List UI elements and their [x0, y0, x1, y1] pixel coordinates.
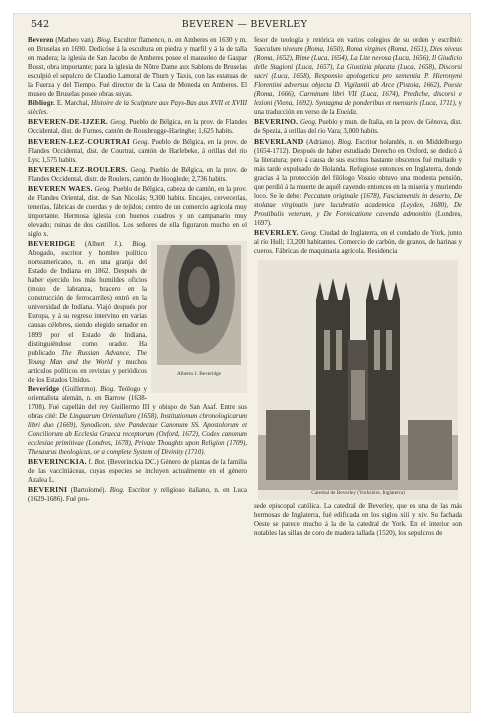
entry-beveridge-guillermo	[28, 385, 247, 457]
entry-label: Geog.	[298, 119, 317, 127]
entry-text: Pueblo de Bélgica, en la prov. de Flandes Occidental, dist. de Furnes, cantón de Rousbrugge-Haringhe; 1,625 habits.	[28, 119, 247, 136]
entry-title: Histoire de la Sculpture aux Pays-Bas aux XVII et XVIII siècles.	[28, 100, 247, 117]
entry-label: Biog.	[109, 487, 125, 495]
portrait-figure	[151, 241, 247, 393]
entry-headword: BEVEREN-DE-IJZER.	[28, 117, 108, 127]
entry-text: sede episcopal católica. La catedral de Beverley, que es una de las más hermosas de Inglaterra, fué edificada en los siglos xiii y xiv. Su fachada Oeste se parece mucho á la de la catedral de York. En el interior son notables las sillas de coro de madera tallada (1520), los sepulcros de	[254, 503, 462, 538]
entry-headword: Bibliogr.	[28, 100, 56, 108]
entry-text: (Adriano).	[303, 138, 338, 146]
entry-beverinckia	[28, 457, 247, 485]
entry-beveren-lez-roulers	[28, 165, 247, 184]
entry-text: .	[355, 109, 358, 117]
entry-beveren-lez-courtrai	[28, 137, 247, 165]
entry-beverley	[254, 228, 462, 256]
left-column	[28, 36, 247, 706]
entry-label: Geog.	[298, 229, 318, 237]
entry-text: Pueblo y mun. de Italia, en la prov. de Génova, dist. de Spezia, á orillas del río Vara; 3,000 habits.	[254, 119, 462, 136]
entry-beverley-continued	[254, 502, 462, 538]
entry-title: Peccatum originale (1678), Fasciamentis in deserto, De stolatae virginatis jure lucubratio academica (Leyden, 1680), De Prostibulis veterum, y De Fornicatione cavenda admonitio	[254, 192, 462, 218]
entry-text: (Londres, 1697).	[254, 210, 462, 227]
entry-text: (Bartolomé).	[67, 487, 110, 495]
entry-beveren-de-ijzer	[28, 117, 247, 136]
portrait-caption: Alberto J. Beveridge	[177, 371, 221, 378]
entry-text: y muchos artículos políticos en revistas y periódicos de los Estados Unidos.	[28, 358, 147, 384]
entry-title: The Russian Advance	[61, 349, 129, 357]
entry-text: , y una traducción en verso de la	[254, 100, 462, 117]
entry-headword: BEVERIDGE	[28, 239, 76, 249]
entry-label: Geog.	[107, 119, 127, 127]
entry-headword: BEVERINCKIA.	[28, 457, 87, 467]
entry-headword: Beveridge	[28, 385, 60, 393]
entry-title: The Young Man and the World	[28, 349, 147, 366]
entry-text: (Albert J.).	[75, 241, 133, 249]
entry-label: Geog.	[127, 166, 148, 174]
entry-text: f.	[86, 459, 95, 467]
page-header	[31, 19, 458, 33]
running-head: BEVEREN — BEVERLEY	[181, 19, 308, 30]
cathedral-illustration	[258, 260, 458, 500]
entry-label: Biog.	[132, 241, 147, 249]
cathedral-caption: Catedral de Beverley (Yorkshire, Inglaterra)	[311, 490, 405, 497]
entry-bibliography	[28, 99, 247, 117]
entry-text: (Beverinckia DC.) Género de plantas de la familia de las vaccíniáceas, cuyas especies se incluyen actualmente en el género Azalea L.	[28, 459, 247, 485]
right-column	[254, 36, 462, 706]
entry-text: Escritor y religioso italiano, n. en Luca (1629-1686). Fué pro-	[28, 487, 247, 504]
entry-headword: BEVERLAND	[254, 136, 304, 146]
entry-text: Escritor holandés, n. en Middelburgo (1654-1712). Después de haber estudiado Derecho en Oxford, se dedicó á la literatura; pero á causa de sus escritos bastante obscenos fué multado y más tarde expulsado de Holanda. Refugiose entonces en Inglaterra, donde gracias á la protección del filólogo Vossio obtuvo una modesta pensión, que perdió á la muerte de aquél cayendo entonces en la miseria y muriendo loco. Se le debe:	[254, 138, 462, 200]
entry-text: (Matheo van).	[53, 37, 97, 44]
entry-headword: BEVERINI	[28, 485, 68, 495]
entry-headword: BEVERINO.	[254, 117, 299, 127]
entry-headword: BEVEREN-LEZ-ROULERS.	[28, 164, 128, 174]
entry-headword: BEVERLEY.	[254, 227, 299, 237]
entry-beverini	[28, 485, 247, 504]
dictionary-page	[14, 14, 470, 712]
entry-headword: BEVEREN WAES.	[28, 183, 93, 193]
entry-title: Saeculum niveum (Roma, 1650), Roma virgines (Roma, 1651), Dies niveus (Roma, 1652), Rime (Luca, 1654), La Lite nevosa (Luca, 1656), Il Giudicio delle Stagioni (Luca, 1657), La Giustizia placata (Luca, 1658), Discorsi sacri (Luca, 1658), Responsio apologetica pro sententia P. Hieronymi Florentini adversus objecta D. Vigilantii ab Arce (Pistoia, 1662), Poesie (Roma, 1666), Carminum libri VII (Luca, 1674), Prediche, discorsi e lezioni (Viena, 1692). Syntagma de ponderibus et mensuris (Luca, 1711)	[254, 46, 462, 108]
entry-text: E. Marchal,	[55, 100, 92, 108]
entry-label: Biog.	[100, 385, 115, 393]
portrait-photo	[157, 245, 241, 365]
entry-beverini-continued	[254, 36, 462, 117]
entry-label: Bot.	[94, 459, 106, 467]
entry-label: Geog.	[92, 185, 112, 193]
entry-label: Biog.	[337, 138, 353, 146]
entry-title: De Linguarum Orientalium (1658), Institutionum chronologicarum libri duo (1669), Synodicon, sive Pandectae Canonum SS. Apostolorum et Conciliorum ab Ecclesia Graeca receptorum (Oxford, 1672), Codex canonum ecclesiae primitivae (Londres, 1678), Private Thoughts upon Religion (1709), Thesaurus theologicus, or a complete System of Divinity (1710).	[28, 412, 247, 457]
entry-text: Pueblo de Bélgica, en la prov. de Flandes Occidental, dist. de Courtrai, cantón de Harlebeke, á orillas del río Lys; 1,575 habits.	[28, 138, 247, 164]
entry-title: Eneida	[336, 109, 356, 117]
entry-label: Geog.	[130, 138, 150, 146]
page-number: 542	[31, 19, 50, 30]
entry-text: Abogado, escritor y hombre político norteamericano, n. en una granja del Estado de Indiana en 1862. Después de haber ejercido los más humildes oficios (mozo de labranza, bracero en la construcción de ferrocarriles) entró en la universidad de Indiana. Viajó después por Europa, y á su regreso intervino en varias causas célebres, siendo elegido senador en 1899 por el Estado de Indiana, distinguiéndose como orador. Ha publicado	[28, 250, 147, 357]
entry-text: Pueblo de Bélgica, en la prov. de Flandes Occidental, distr. de Roulers, cantón de Hooglede; 2,736 habits.	[28, 166, 247, 183]
entry-text: Ciudad de Inglaterra, en el condado de York, junto al río Hull; 13,200 habitantes. Comercio de carbón, de granos, de harinas y cueros. Fábricas de maquinaria agrícola. Residencia	[254, 229, 462, 256]
entry-beveren-waes	[28, 184, 247, 239]
entry-beveridge-albert	[28, 239, 247, 385]
entry-beveren-matheo	[28, 36, 247, 99]
entry-headword: BEVEREN-LEZ-COURTRAI	[28, 136, 131, 146]
cathedral-photo	[258, 260, 458, 500]
entry-text: (Guillermo).	[59, 385, 101, 393]
entry-text: Pueblo de Bélgica, cabeza de cantón, en la prov. de Flandes Oriental, dist. de San Nicolás; 9,300 habits. Encajes, cervecerías, tenerías, fábricas de cuerdas y de tejidos; centro de un comercio agrícola muy importante. Hermosa iglesia con buenos cuadros y un campanario muy elevado; ruinas de dos castillos. Los señores de ella figuraron mucho en el siglo x.	[28, 185, 247, 238]
entry-label: Biog.	[96, 37, 112, 44]
entry-headword: Beveren	[28, 37, 54, 44]
entry-text: ,	[128, 349, 137, 357]
entry-text: fesor de teología y retórica en varios colegios de su orden y escribió:	[254, 37, 462, 44]
entry-beverino	[254, 117, 462, 136]
entry-text: Teólogo y orientalista alemán, n. en Barrow (1638-1708). Fué capellán del rey Guillermo III y obispo de San Asaf. Entre sus obras cité:	[28, 385, 247, 420]
entry-beverland	[254, 137, 462, 228]
entry-text: Escultor flamenco, n. en Amberes en 1630 y m. en Bruselas en 1690. Dedicóse á la escultura en piedra y marfil y á la de talla en madera; la iglesia de San Jacobo de Amberes posee el mausoleo de Gaspar Bosst, obra importante; para la iglesia de Nôtre Dame aux Sablons de Bruselas esculpió el sepulcro de Claudio Lamoral de Thurn y Taxis, con las estatuas de la Fuerza y del Tiempo. Fué director de la Casa de Moneda en Amberes. El museo de Bruselas posee obras suyas.	[28, 37, 247, 99]
